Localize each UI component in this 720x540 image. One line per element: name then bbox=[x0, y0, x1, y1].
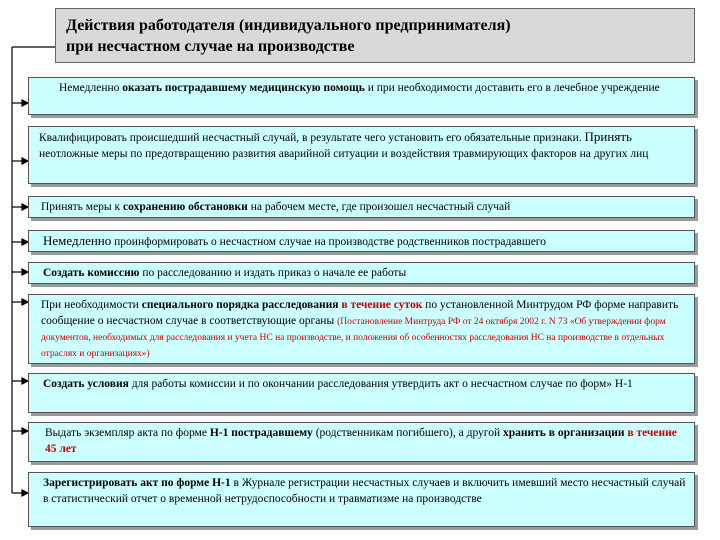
step-6-box bbox=[28, 294, 695, 364]
step-5-emphasis: Создать комиссию bbox=[43, 267, 140, 279]
step-7-emphasis: Создать условия bbox=[43, 378, 129, 390]
step-9-box bbox=[28, 472, 695, 527]
step-7-text: для работы комиссии и по окончании расследования утвердить акт о несчастном случае по форм» Н-1 bbox=[128, 378, 633, 390]
step-7-box bbox=[28, 373, 695, 413]
diagram-title bbox=[55, 8, 695, 63]
step-8-emphasis: Н-1 пострадавшему bbox=[209, 427, 313, 439]
step-4-box bbox=[28, 230, 695, 252]
step-1-emphasis: оказать пострадавшему медицинскую помощь bbox=[122, 82, 365, 94]
title-line-2: при несчастном случае на производстве bbox=[66, 38, 355, 55]
step-3-text-end: на рабочем месте, где произошел несчастный случай bbox=[247, 201, 511, 213]
step-1-text-end: и при необходимости доставить его в лечебное учреждение bbox=[364, 82, 660, 94]
step-3-box bbox=[28, 196, 695, 218]
step-5-box bbox=[28, 262, 695, 284]
step-1-box bbox=[28, 77, 695, 115]
step-6-text: При необходимости bbox=[41, 299, 142, 311]
step-1-text: Немедленно bbox=[59, 82, 123, 94]
title-line-1: Действия работодателя (индивидуального предпринимателя) bbox=[66, 17, 511, 34]
step-4-emphasis: Немедленно bbox=[43, 233, 112, 248]
step-6-emphasis: специального порядка расследования bbox=[141, 299, 339, 311]
step-8-storage: хранить в организации bbox=[503, 427, 625, 439]
step-2-text: Квалифицировать происшедший несчастный случай, в результате чего установить его обязательные признаки. bbox=[39, 132, 585, 144]
step-5-text: по расследованию и издать приказ о начале ее работы bbox=[139, 267, 407, 279]
step-9-emphasis: Зарегистрировать акт по форме Н-1 bbox=[43, 477, 231, 489]
step-2-text-end: неотложные меры по предотвращению развития аварийной ситуации и воздействия травмирующих факторов на других лиц bbox=[39, 148, 649, 160]
step-2-emphasis: Принять bbox=[584, 129, 632, 144]
step-8-text: Выдать экземпляр акта по форме bbox=[45, 427, 210, 439]
step-9-text: в Журнале регистрации несчастных случаев и включить имевший место несчастный случай в статистический отчет о временной нетрудоспособности и травматизме на производстве bbox=[43, 477, 686, 505]
step-8-retention-period: в течение 45 лет bbox=[45, 427, 677, 455]
step-8-text-mid: (родственникам погибшего), а другой bbox=[312, 427, 504, 439]
step-6-text-mid: по установленной Минтрудом РФ форме направить сообщение о несчастном случае в соответствующие органы bbox=[41, 299, 679, 327]
step-3-emphasis: сохранению обстановки bbox=[123, 201, 248, 213]
step-4-text: проинформировать о несчастном случае на производстве родственников пострадавшего bbox=[111, 236, 546, 248]
step-2-box bbox=[28, 126, 695, 184]
step-3-text: Принять меры к bbox=[41, 201, 123, 213]
step-6-deadline: в течение суток bbox=[338, 299, 423, 311]
step-6-regulation-reference: (Постановление Минтруда РФ от 24 октября 2002 г. N 73 «Об утверждении форм документов, необходимых для расследования и учета НС на производстве, и положения об особенностях расследования НС на производстве в отдельных отраслях и организациях») bbox=[41, 317, 666, 359]
step-8-box bbox=[28, 422, 695, 462]
